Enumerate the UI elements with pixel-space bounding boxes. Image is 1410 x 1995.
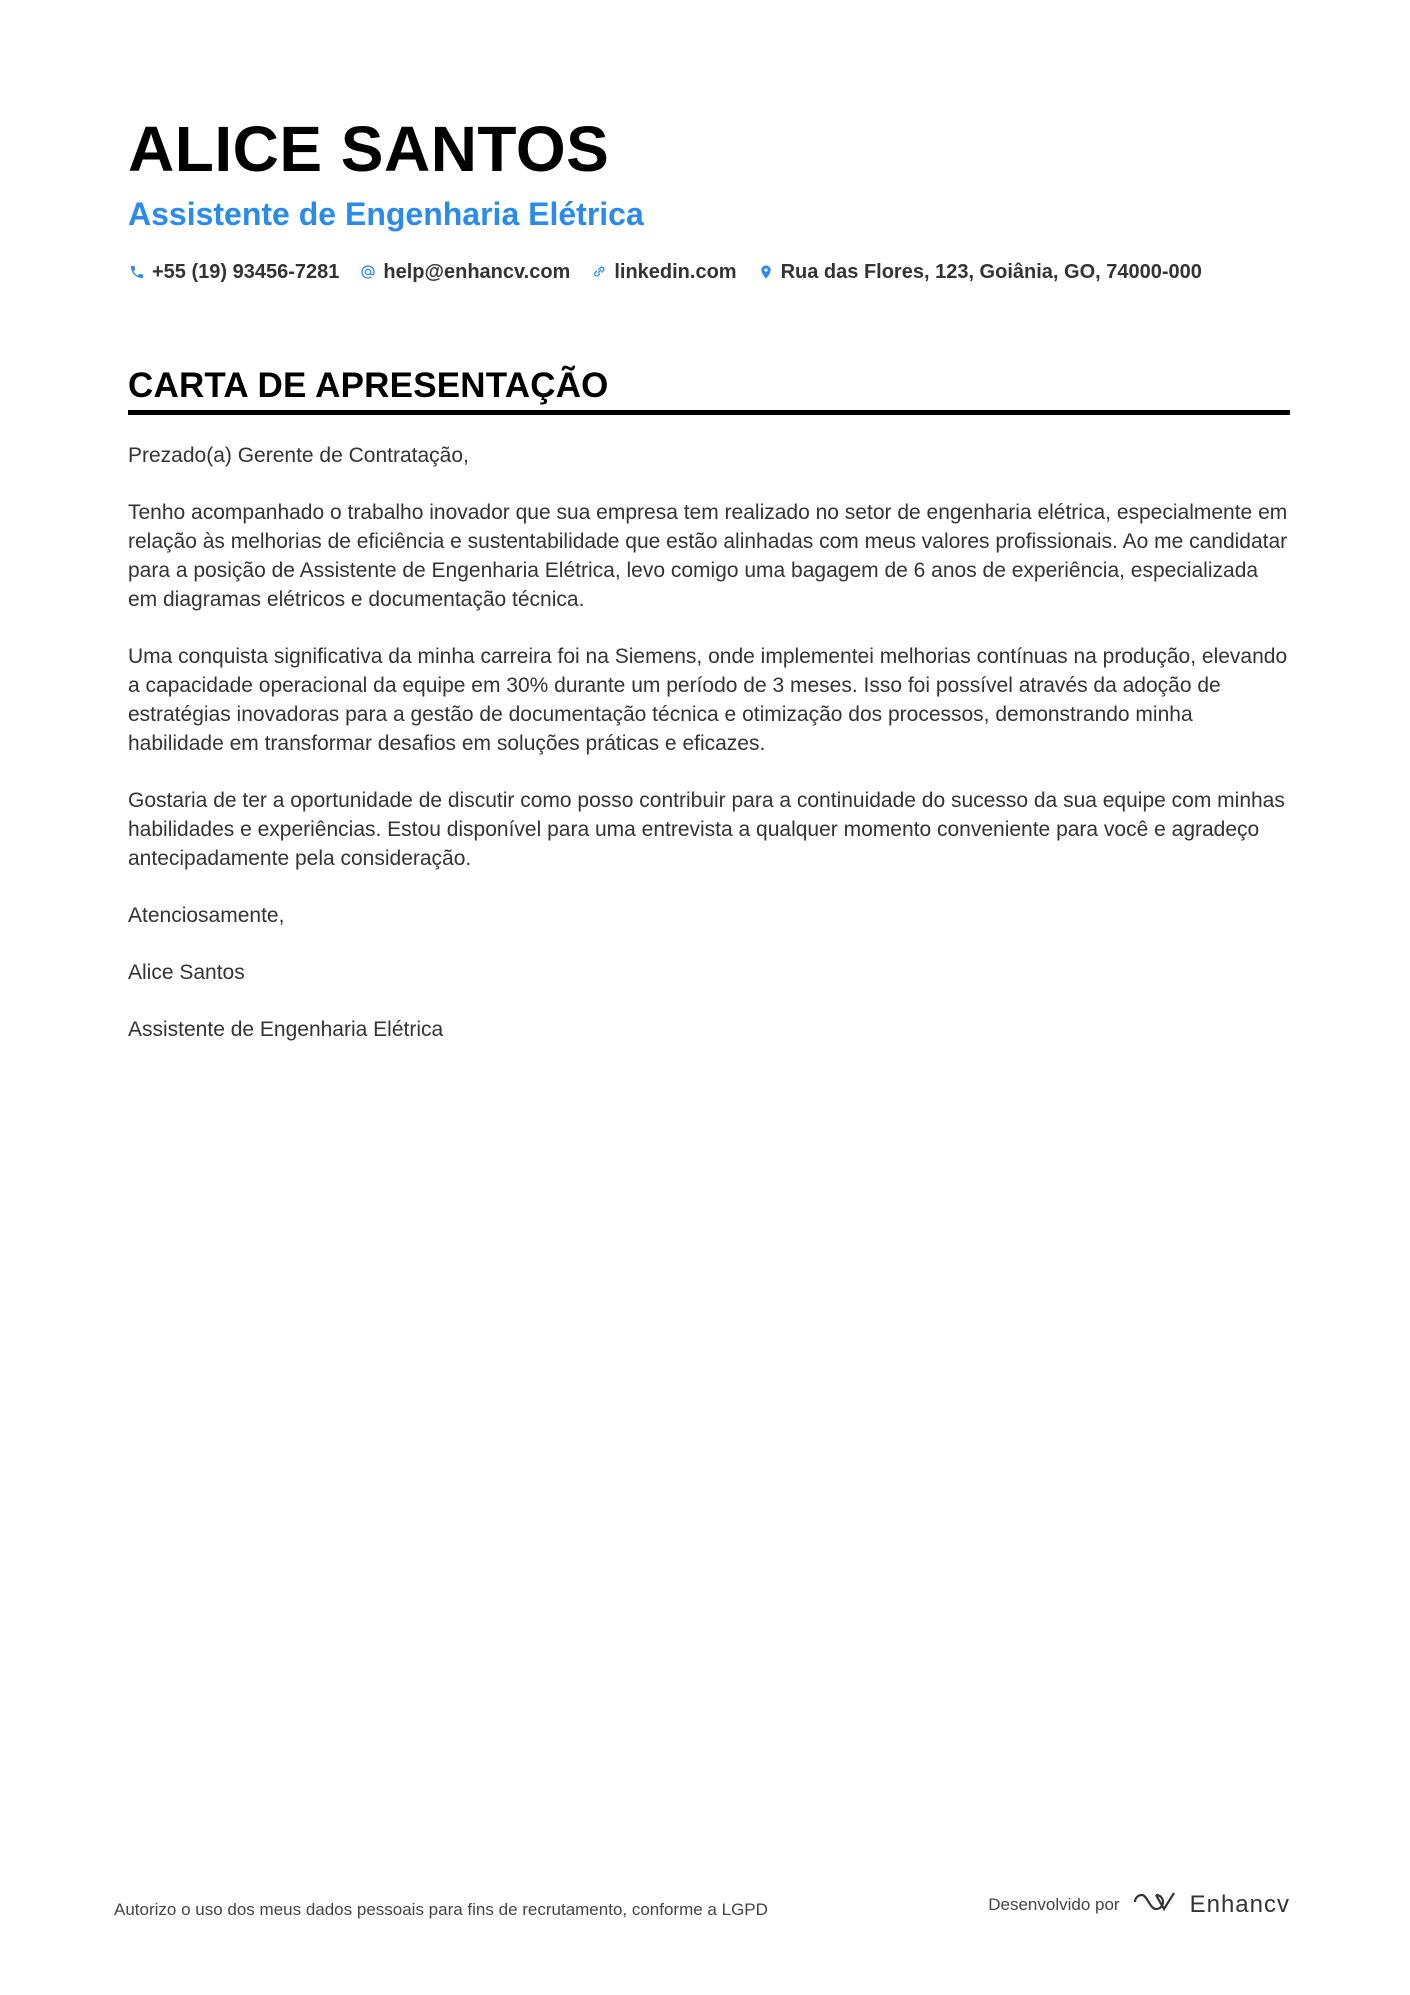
signature-name: Alice Santos xyxy=(128,961,245,984)
enhancv-logo-icon xyxy=(1132,1890,1178,1919)
letter-paragraph-1: Tenho acompanhado o trabalho inovador que sua empresa tem realizado no setor de engenharia elétrica, especialmente em relação às melhorias de eficiência e sustentabilidade que estão alinhadas com meus valores profissionais. Ao me candidatar para a posição de Assistente de Engenharia Elétrica, levo comigo uma bagagem de 6 anos de experiência, especializada em diagramas elétricos e documentação técnica. xyxy=(128,501,1288,611)
contact-link[interactable] xyxy=(590,258,736,286)
contact-phone xyxy=(128,258,339,286)
powered-by-label: Desenvolvido por xyxy=(988,1894,1120,1914)
signature-title: Assistente de Engenharia Elétrica xyxy=(128,1018,444,1041)
powered-by[interactable] xyxy=(988,1890,1290,1919)
header xyxy=(128,112,1290,286)
letter-paragraph-3: Gostaria de ter a oportunidade de discutir como posso contribuir para a continuidade do sucesso da sua equipe com minhas habilidades e experiências. Estou disponível para uma entrevista a qualquer momento conveniente para você e agradeço antecipadamente pela consideração. xyxy=(128,789,1285,870)
section-title: CARTA DE APRESENTAÇÃO xyxy=(128,366,609,405)
map-pin-icon xyxy=(757,263,775,281)
brand-name: Enhancv xyxy=(1189,1890,1290,1918)
letter-body xyxy=(128,441,1290,1044)
cover-letter-section xyxy=(128,364,1290,1072)
contact-email[interactable] xyxy=(359,258,570,286)
candidate-name: ALICE SANTOS xyxy=(128,113,610,185)
at-icon xyxy=(359,263,377,281)
section-divider xyxy=(128,410,1290,415)
letter-paragraph-2: Uma conquista significativa da minha carreira foi na Siemens, onde implementei melhorias contínuas na produção, elevando a capacidade operacional da equipe em 30% durante um período de 3 meses. Isso foi possível através da adoção de estratégias inovadoras para a gestão de documentação técnica e otimização dos processos, demonstrando minha habilidade em transformar desafios em soluções práticas e eficazes. xyxy=(128,645,1288,755)
contact-bar xyxy=(128,258,1290,286)
phone-icon xyxy=(128,263,146,281)
link-text: linkedin.com xyxy=(614,261,737,283)
letter-closing: Atenciosamente, xyxy=(128,904,285,927)
link-icon xyxy=(590,263,608,281)
email-text: help@enhancv.com xyxy=(383,261,571,283)
consent-text: Autorizo o uso dos meus dados pessoais para fins de recrutamento, conforme a LGPD xyxy=(114,1900,768,1919)
phone-text: +55 (19) 93456-7281 xyxy=(152,261,340,283)
job-title: Assistente de Engenharia Elétrica xyxy=(128,196,644,232)
letter-greeting: Prezado(a) Gerente de Contratação, xyxy=(128,444,469,467)
contact-address xyxy=(757,258,1202,286)
footer xyxy=(114,1888,1290,1928)
address-text: Rua das Flores, 123, Goiânia, GO, 74000-000 xyxy=(780,261,1202,283)
